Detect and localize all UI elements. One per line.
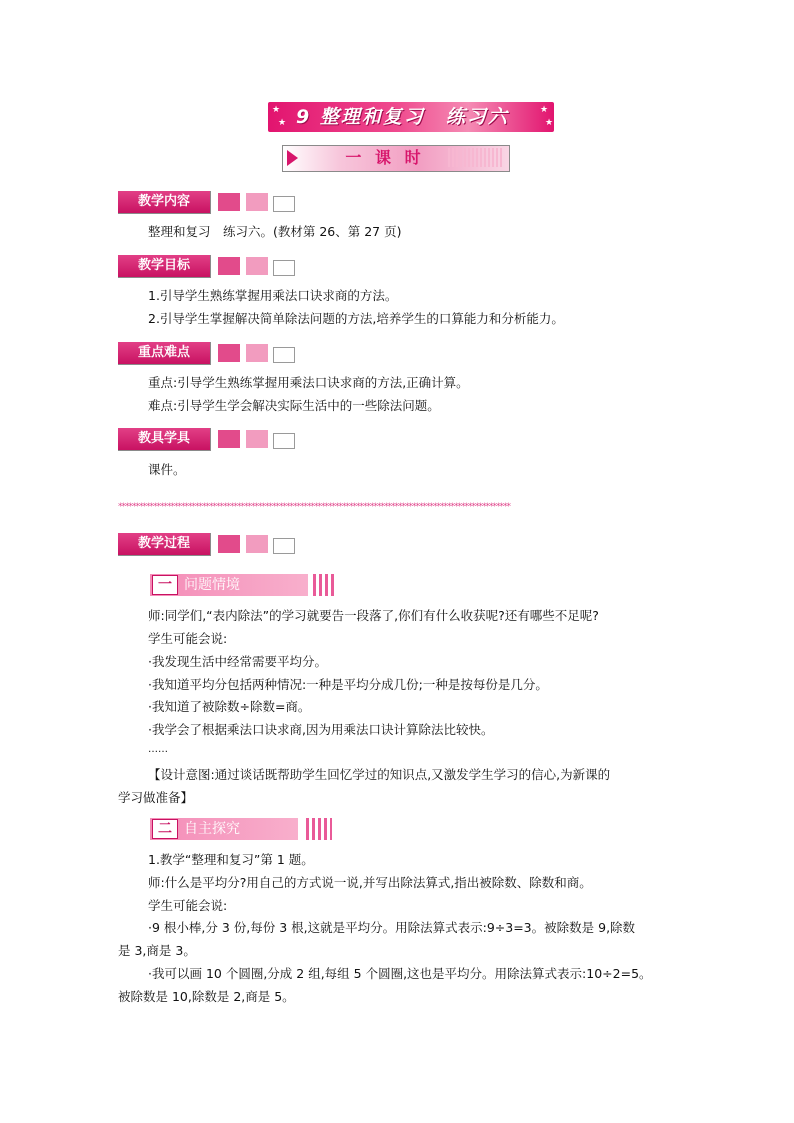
list-item-continued: 被除数是 10,除数是 2,商是 5。 [118,989,295,1004]
content-line: 整理和复习 练习六。(教材第 26、第 27 页) [148,224,402,239]
square-decoration [246,257,268,275]
square-decoration [273,196,295,212]
part-number: 二 [152,819,178,839]
goal-line-2: 2.引导学生掌握解决简单除法问题的方法,培养学生的口算能力和分析能力。 [148,311,564,326]
part-number: 一 [152,575,178,595]
star-divider: **************************************************************************************************************** [118,502,510,512]
paragraph-line: 学生可能会说: [148,898,228,913]
section-header-content: 教学内容 [118,191,211,214]
square-decoration [273,260,295,276]
list-item: ·我学会了根据乘法口诀求商,因为用乘法口诀计算除法比较快。 [148,722,494,737]
list-item: ·9 根小棒,分 3 份,每份 3 根,这就是平均分。用除法算式表示:9÷3=3。被除数是 9,除数 [148,920,636,935]
square-decoration [218,257,240,275]
square-decoration [246,430,268,448]
list-item: ·我发现生活中经常需要平均分。 [148,654,327,669]
square-decoration [273,433,295,449]
difficulty-line: 难点:引导学生学会解决实际生活中的一些除法问题。 [148,398,440,413]
stripe-decoration [313,574,337,596]
ellipsis: …… [148,744,168,755]
square-decoration [246,535,268,553]
star-decoration-icon: ★ [278,118,287,128]
paragraph-line: 师:什么是平均分?用自己的方式说一说,并写出除法算式,指出被除数、除数和商。 [148,875,592,890]
star-decoration-icon: ★ [272,105,281,115]
star-decoration-icon: ★ [545,118,554,128]
paragraph-line: 1.教学“整理和复习”第 1 题。 [148,852,314,867]
arrow-icon [287,150,298,166]
part-title: 自主探究 [184,821,240,837]
goal-line-1: 1.引导学生熟练掌握用乘法口诀求商的方法。 [148,288,398,303]
design-intent-line-2: 学习做准备】 [118,790,194,805]
keypoint-line: 重点:引导学生熟练掌握用乘法口诀求商的方法,正确计算。 [148,375,469,390]
section-header-goals: 教学目标 [118,255,211,278]
paragraph-line: 学生可能会说: [148,631,228,646]
square-decoration [218,193,240,211]
paragraph-line: 师:同学们,“表内除法”的学习就要告一段落了,你们有什么收获呢?还有哪些不足呢? [148,608,599,623]
square-decoration [218,344,240,362]
lesson-label: 一 课 时 [345,148,425,167]
square-decoration [246,193,268,211]
square-decoration [218,535,240,553]
list-item: ·我可以画 10 个圆圈,分成 2 组,每组 5 个圆圈,这也是平均分。用除法算式表示:10÷2=5。 [148,966,652,981]
design-intent-line-1: 【设计意图:通过谈话既帮助学生回忆学过的知识点,又激发学生学习的信心,为新课的 [148,767,611,782]
square-decoration [273,538,295,554]
list-item: ·我知道了被除数÷除数=商。 [148,699,311,714]
section-header-process: 教学过程 [118,533,211,556]
section-header-keypoints: 重点难点 [118,342,211,365]
star-decoration-icon: ★ [540,105,549,115]
part-title: 问题情境 [184,577,240,593]
stripe-decoration [306,818,332,840]
tools-line: 课件。 [148,462,186,477]
section-header-tools: 教具学具 [118,428,211,451]
list-item-continued: 是 3,商是 3。 [118,943,196,958]
stripe-decoration [448,148,503,167]
square-decoration [218,430,240,448]
square-decoration [273,347,295,363]
square-decoration [246,344,268,362]
unit-title [296,104,509,130]
list-item: ·我知道平均分包括两种情况:一种是平均分成几份;一种是按每份是几分。 [148,677,548,692]
unit-title-text: 整理和复习 练习六 [319,106,509,128]
unit-number: 9 [296,106,312,128]
